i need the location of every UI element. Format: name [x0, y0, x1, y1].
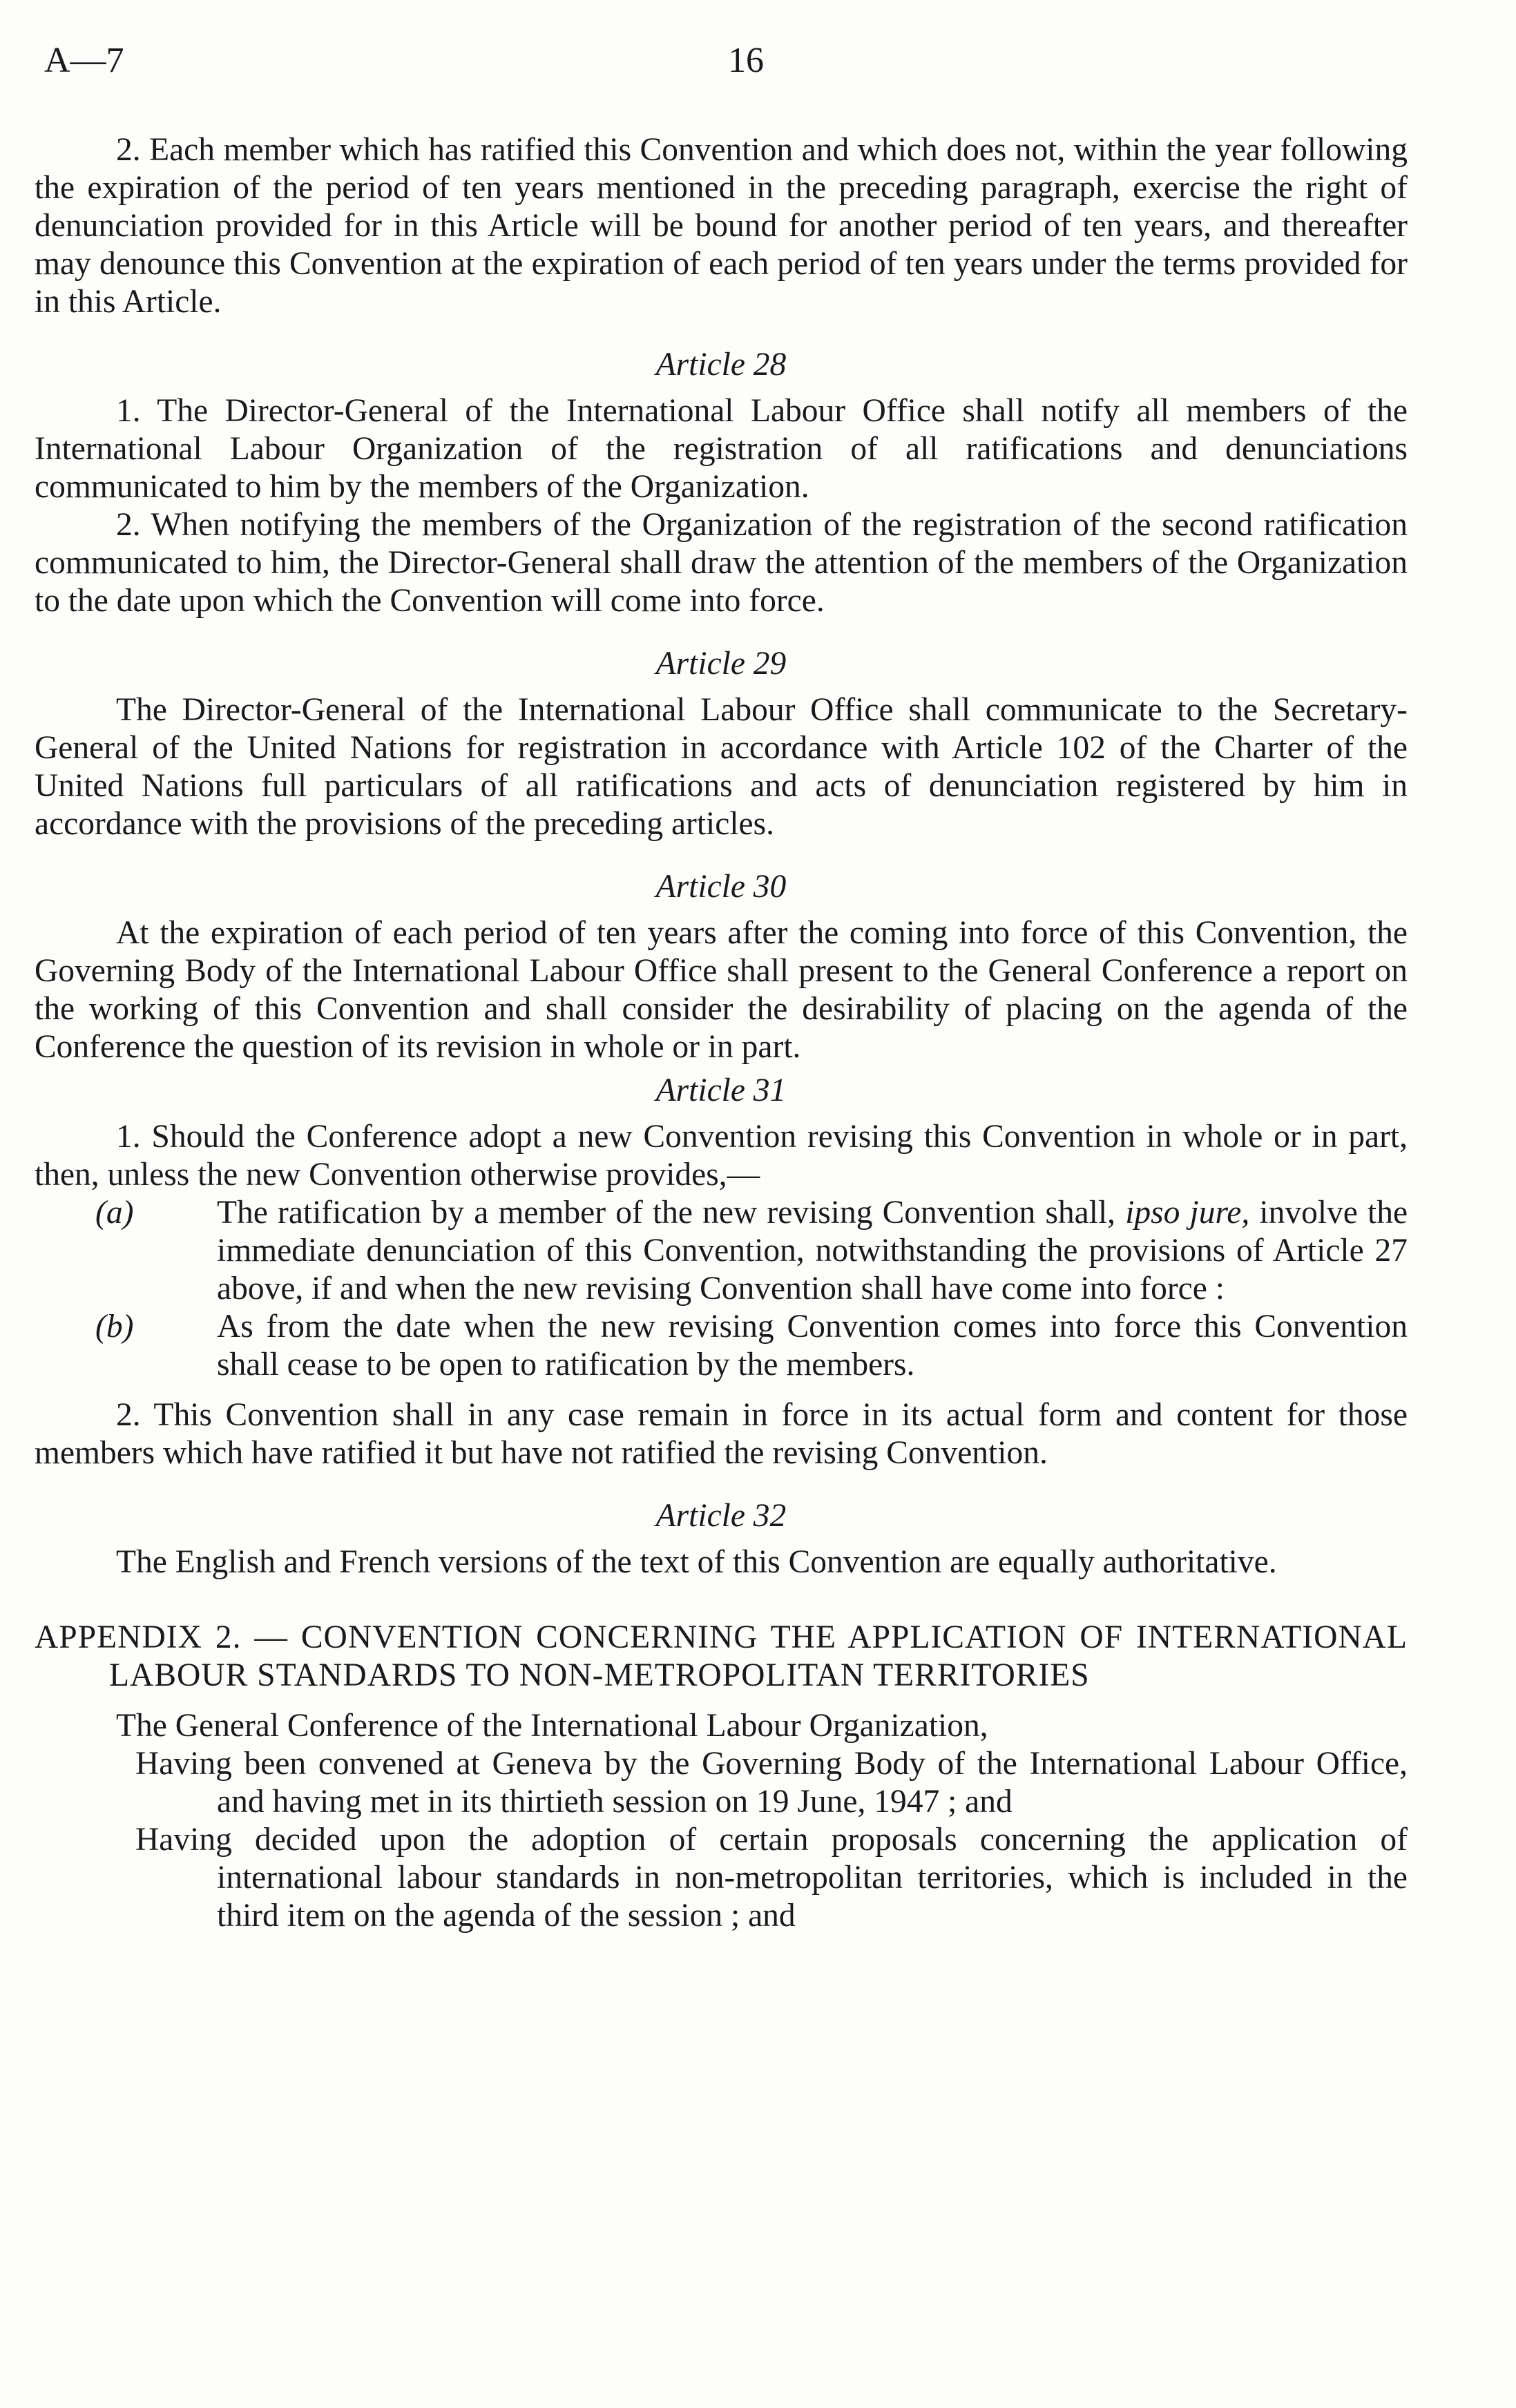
art31-paragraph-2: 2. This Convention shall in any case remain in force in its actual form and content for those members which have ratified it but have not ratified the revising Convention.	[35, 1397, 1408, 1471]
page-header	[44, 40, 1467, 88]
appendix-recital-2: Having decided upon the adoption of certain proposals concerning the application of international labour standards in non-metropolitan territories, which is included in the third item on the agenda of the session ; and	[135, 1822, 1408, 1934]
article-31-heading: Article 31	[655, 1072, 787, 1108]
art30-paragraph-1: At the expiration of each period of ten years after the coming into force of this Convention, the Governing Body of the International Labour Office shall present to the General Conference a report on the working of this Convention and shall consider the desirability of placing on the agenda of the Conference the question of its revision in whole or in part.	[35, 915, 1408, 1065]
appendix-intro: The General Conference of the International Labour Organization,	[116, 1708, 988, 1744]
item-a-marker: (a)	[95, 1195, 134, 1231]
document-reference: A—7	[44, 41, 124, 80]
appendix-recital-1: Having been convened at Geneva by the Governing Body of the International Labour Office, and having met in its thirtieth session on 19 June, 1947 ; and	[135, 1746, 1408, 1820]
article-29-heading: Article 29	[655, 646, 787, 682]
article-32-heading: Article 32	[655, 1498, 787, 1534]
art31-paragraph-1: 1. Should the Conference adopt a new Convention revising this Convention in whole or in part, then, unless the new Convention otherwise provides,—	[35, 1119, 1408, 1193]
art27-paragraph-2: 2. Each member which has ratified this Convention and which does not, within the year following the expiration of the period of ten years mentioned in the preceding paragraph, exercise the right of denunciation provided for in this Article will be bound for another period of ten years, and thereafter may denounce this Convention at the expiration of each period of ten years under the terms provided for in this Article.	[35, 132, 1408, 320]
item-b-marker: (b)	[95, 1309, 134, 1345]
article-30-heading: Article 30	[655, 869, 787, 905]
item-a-text-pre: The ratification by a member of the new revising Convention shall,	[217, 1195, 1116, 1231]
item-a-emphasis: ipso jure,	[1125, 1195, 1250, 1231]
art31-item-a	[35, 1194, 1408, 1308]
page-body	[35, 131, 1408, 1935]
article-28-heading: Article 28	[655, 347, 787, 383]
art28-paragraph-2: 2. When notifying the members of the Organization of the registration of the second ratification communicated to him, the Director-General shall draw the attention of the members of the Organization to the date upon which the Convention will come into force.	[35, 507, 1408, 619]
art31-item-b	[35, 1308, 1408, 1384]
page-number: 16	[728, 41, 764, 80]
art29-paragraph-1: The Director-General of the International Labour Office shall communicate to the Secretary-General of the United Nations for registration in accordance with Article 102 of the Charter of the United Nations full particulars of all ratifications and acts of denunciation registered by him in accordance with the provisions of the preceding articles.	[35, 692, 1408, 842]
item-a-text-post: involve the immediate denunciation of this Convention, notwithstanding the provisions of Article 27 above, if and when the new revising Convention shall have come into force :	[217, 1195, 1408, 1307]
item-b-text: As from the date when the new revising Convention comes into force this Convention shall cease to be open to ratification by the members.	[217, 1309, 1408, 1383]
art28-paragraph-1: 1. The Director-General of the International Labour Office shall notify all members of the International Labour Organization of the registration of all ratifications and denunciations communicated to him by the members of the Organization.	[35, 393, 1408, 505]
appendix-heading: APPENDIX 2. — CONVENTION CONCERNING THE APPLICATION OF INTERNATIONAL LABOUR STANDARDS TO NON-METROPOLITAN TERRITORIES	[35, 1619, 1408, 1693]
art32-paragraph-1: The English and French versions of the text of this Convention are equally authoritative.	[116, 1544, 1277, 1580]
